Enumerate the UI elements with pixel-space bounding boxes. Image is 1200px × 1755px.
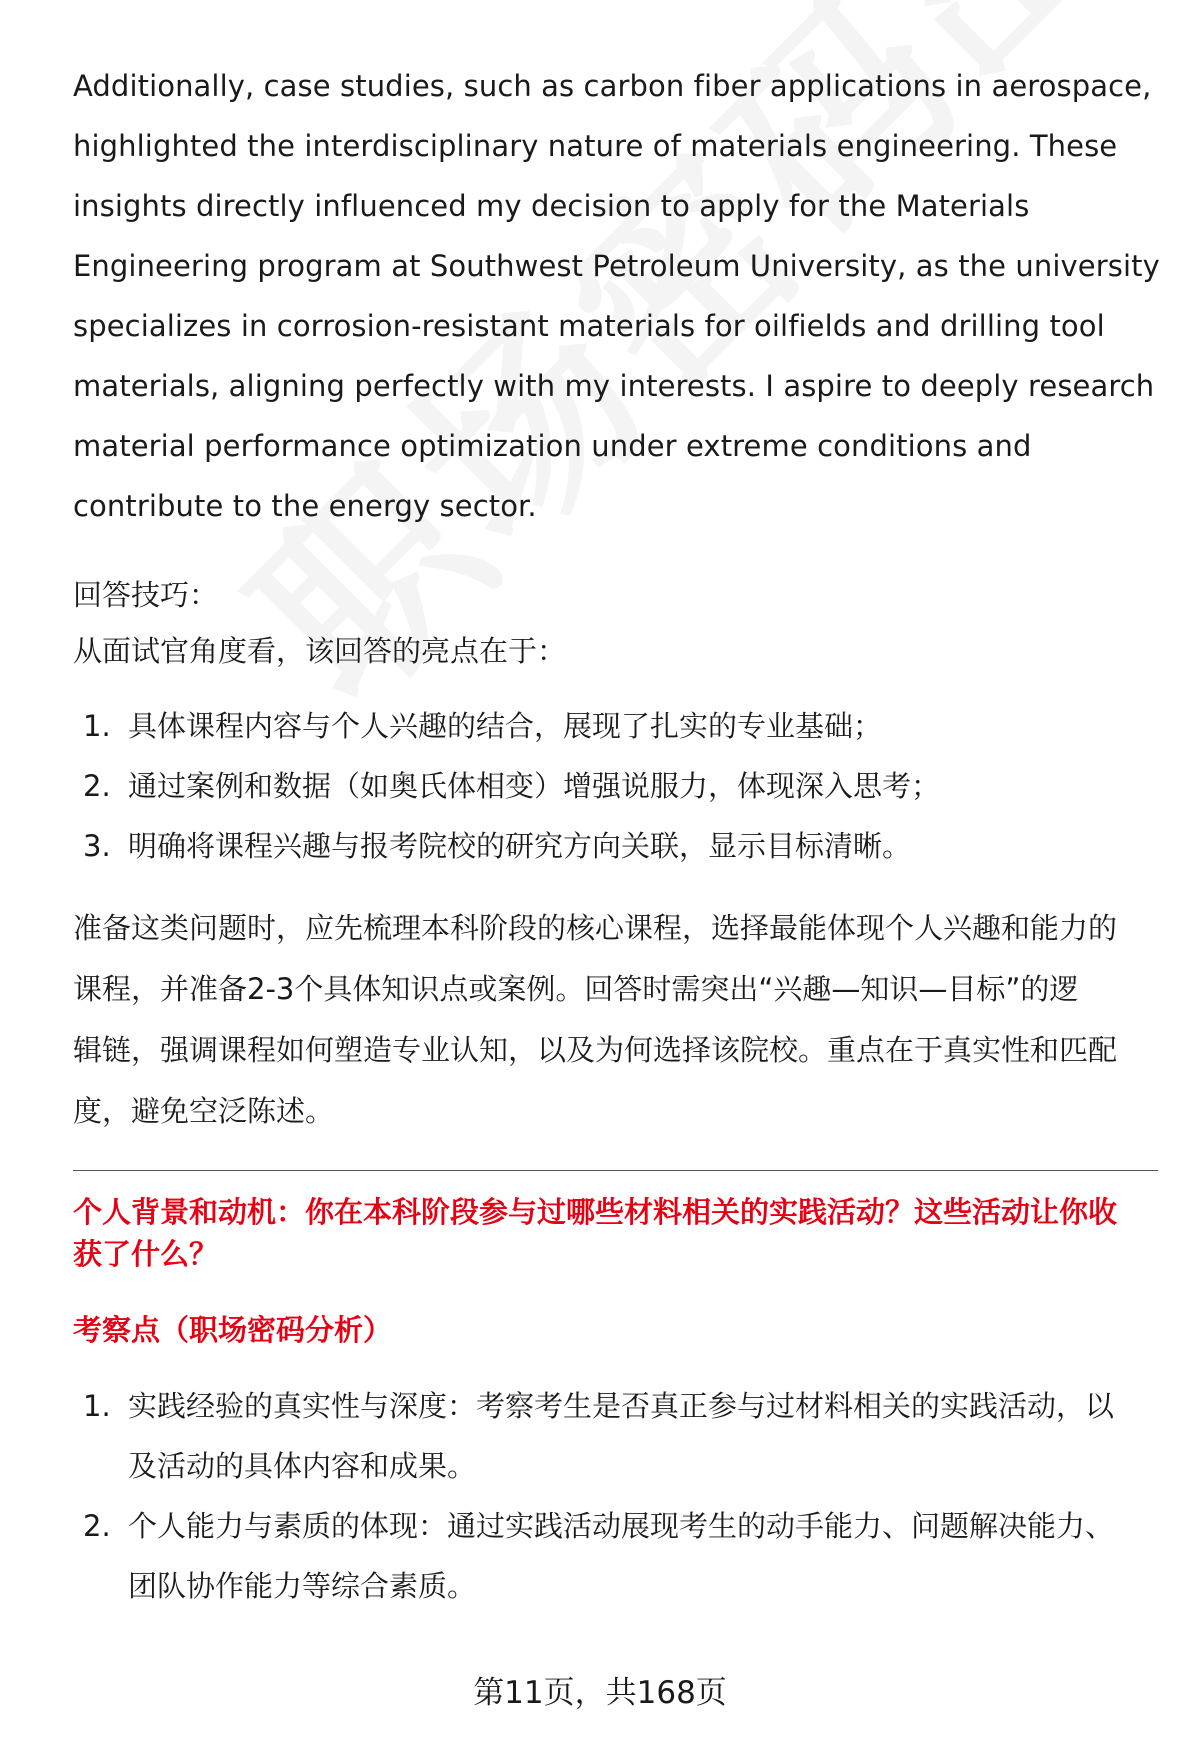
list-number: 1. — [83, 709, 111, 743]
exam-points-heading: 考察点（职场密码分析） — [73, 1313, 393, 1347]
text-line: 辑链，强调课程如何塑造专业认知，以及为何选择该院校。重点在于真实性和匹配 — [73, 1033, 1118, 1067]
page-content — [73, 56, 1158, 1616]
text-line: specializes in corrosion-resistant materials for oilfields and drilling tool — [73, 309, 1105, 343]
list-item-text: 实践经验的真实性与深度：考察考生是否真正参与过材料相关的实践活动，以 — [128, 1389, 1115, 1423]
text-line: material performance optimization under extreme conditions and — [73, 429, 1032, 463]
text-line: contribute to the energy sector. — [73, 489, 537, 523]
list-item-text: 通过案例和数据（如奥氏体相变）增强说服力，体现深入思考； — [128, 769, 941, 803]
prep-paragraph — [73, 898, 1158, 1142]
list-item — [73, 696, 1158, 756]
tips-list — [73, 696, 1158, 876]
list-item-text: 个人能力与素质的体现：通过实践活动展现考生的动手能力、问题解决能力、 — [128, 1509, 1115, 1543]
list-item — [73, 1496, 1158, 1616]
text-line: materials, aligning perfectly with my interests. I aspire to deeply research — [73, 369, 1155, 403]
question-line: 获了什么？ — [73, 1237, 219, 1271]
list-item-text: 及活动的具体内容和成果。 — [128, 1449, 477, 1483]
list-number: 1. — [83, 1389, 111, 1423]
text-line: 度，避免空泛陈述。 — [73, 1094, 335, 1128]
list-number: 3. — [83, 829, 111, 863]
text-line: 准备这类问题时，应先梳理本科阶段的核心课程，选择最能体现个人兴趣和能力的 — [73, 911, 1118, 945]
exam-points-list — [73, 1376, 1158, 1616]
list-item-text: 具体课程内容与个人兴趣的结合，展现了扎实的专业基础； — [128, 709, 883, 743]
tips-heading: 回答技巧： — [73, 578, 219, 612]
list-item-text: 明确将课程兴趣与报考院校的研究方向关联，显示目标清晰。 — [128, 829, 912, 863]
text-line: Engineering program at Southwest Petroleum University, as the university — [73, 249, 1160, 283]
text-line: 课程，并准备2-3个具体知识点或案例。回答时需突出“兴趣—知识—目标”的逻 — [73, 972, 1079, 1006]
page-footer: 第11页，共168页 — [473, 1675, 727, 1711]
list-number: 2. — [83, 769, 111, 803]
list-item-text: 团队协作能力等综合素质。 — [128, 1569, 477, 1603]
text-line: Additionally, case studies, such as carbon fiber applications in aerospace, — [73, 69, 1152, 103]
text-line: highlighted the interdisciplinary nature of materials engineering. These — [73, 129, 1118, 163]
text-line: insights directly influenced my decision to apply for the Materials — [73, 189, 1030, 223]
tips-intro: 从面试官角度看，该回答的亮点在于： — [73, 634, 567, 668]
list-item — [73, 816, 1158, 876]
section-divider — [73, 1170, 1158, 1171]
question-line: 个人背景和动机：你在本科阶段参与过哪些材料相关的实践活动？这些活动让你收 — [73, 1195, 1118, 1229]
list-item — [73, 1376, 1158, 1496]
list-item — [73, 756, 1158, 816]
english-paragraph — [73, 56, 1158, 536]
list-number: 2. — [83, 1509, 111, 1543]
question-heading — [73, 1191, 1158, 1275]
